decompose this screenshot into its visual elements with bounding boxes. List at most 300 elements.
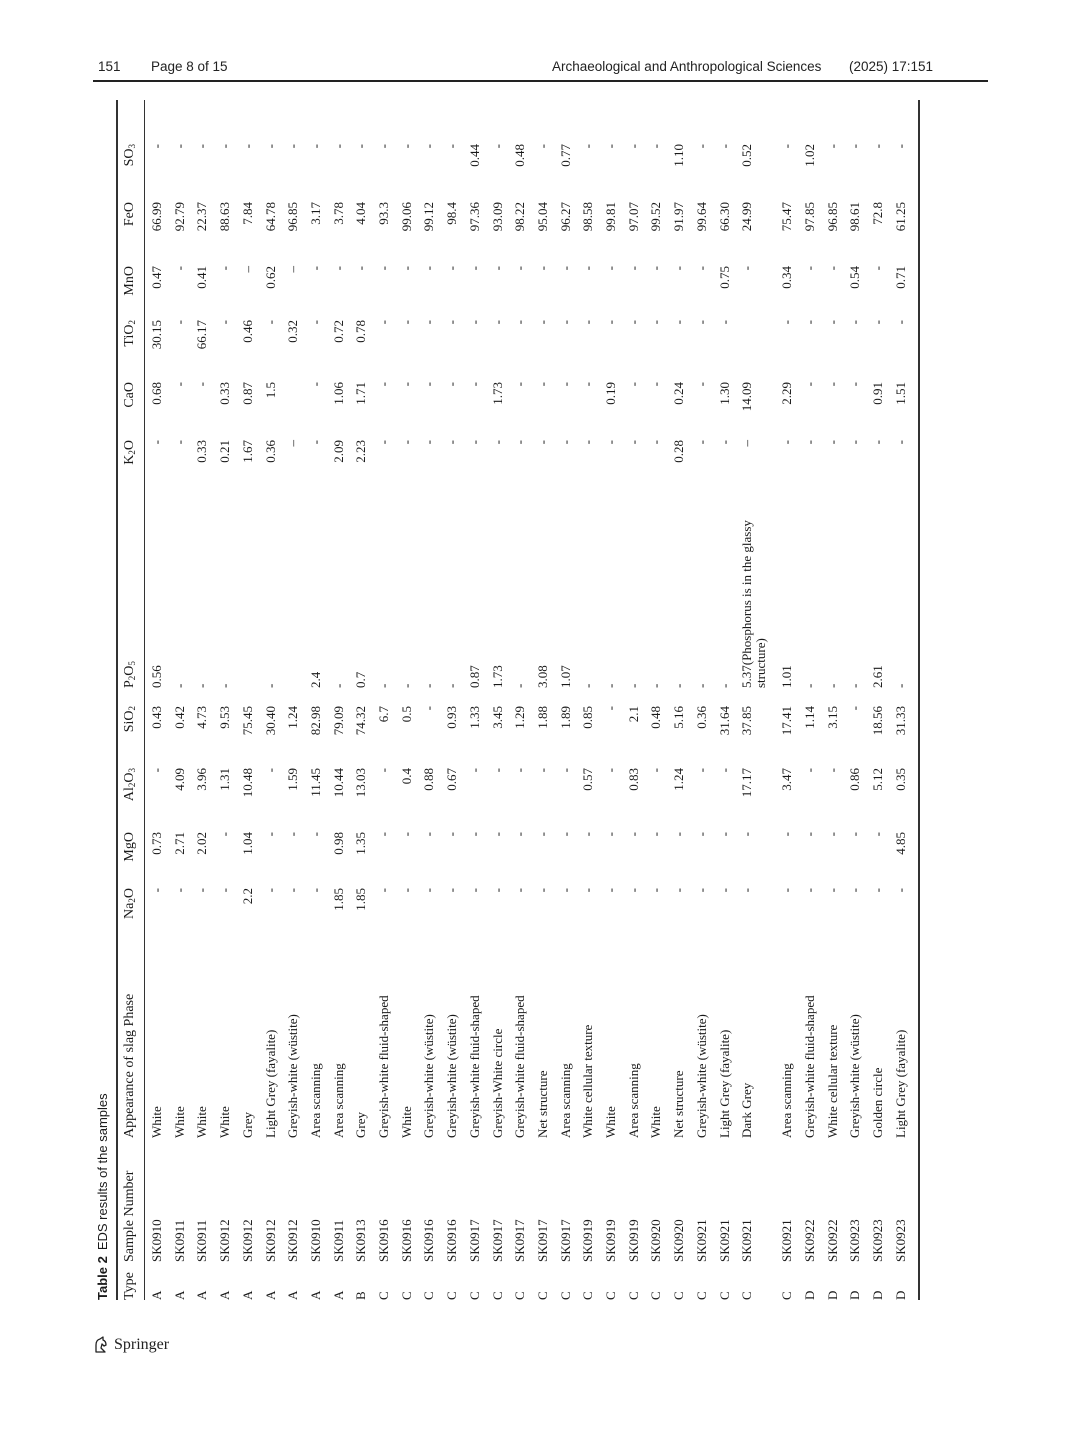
cell-sample: SK0917 bbox=[557, 1219, 573, 1262]
cell-type: A bbox=[330, 1290, 346, 1300]
cell-sample: SK0917 bbox=[534, 1219, 550, 1262]
header-feo: FeO bbox=[122, 202, 137, 227]
cell-sio2: 31.33 bbox=[892, 706, 908, 736]
cell-cao: - bbox=[421, 382, 437, 387]
cell-tio2: - bbox=[779, 320, 795, 325]
cell-mno: 0.75 bbox=[716, 266, 732, 289]
cell-sio2: 0.43 bbox=[149, 706, 164, 729]
cell-sample: SK0919 bbox=[580, 1219, 596, 1262]
cell-so3: - bbox=[194, 144, 210, 149]
cell-mno: 0.41 bbox=[194, 266, 210, 289]
cell-tio2: - bbox=[466, 320, 482, 325]
cell-so3: - bbox=[353, 144, 369, 149]
cell-cao: - bbox=[580, 382, 596, 387]
cell-sample: SK0911 bbox=[194, 1219, 210, 1262]
table-label: Table 2 bbox=[95, 1256, 110, 1300]
cell-p2o5: 3.08 bbox=[534, 665, 550, 688]
cell-cao: - bbox=[307, 382, 323, 387]
cell-k2o: - bbox=[307, 440, 323, 445]
cell-so3: 0.77 bbox=[557, 144, 573, 167]
cell-type: C bbox=[625, 1291, 641, 1300]
cell-tio2: - bbox=[557, 320, 573, 325]
cell-tio2: - bbox=[892, 320, 908, 325]
cell-type: C bbox=[534, 1291, 550, 1300]
cell-mgo: - bbox=[557, 832, 573, 837]
cell-k2o: 2.23 bbox=[353, 440, 369, 463]
cell-phase: White cellular texture bbox=[824, 1024, 840, 1138]
cell-k2o: 0.36 bbox=[262, 440, 278, 463]
cell-al2o3: - bbox=[149, 768, 164, 773]
cell-sio2: 1.33 bbox=[466, 706, 482, 729]
cell-p2o5: - bbox=[444, 683, 460, 688]
cell-k2o: - bbox=[489, 440, 505, 445]
cell-so3: - bbox=[693, 144, 709, 149]
cell-mno: - bbox=[648, 266, 664, 271]
cell-na2o: - bbox=[870, 888, 885, 893]
cell-phase: Greyish-white fluid-shaped bbox=[801, 995, 817, 1138]
cell-tio2: - bbox=[376, 320, 391, 325]
cell-k2o: - bbox=[398, 440, 414, 445]
cell-sample: SK0912 bbox=[217, 1219, 233, 1262]
page-label: 151 bbox=[98, 59, 121, 74]
header-cao: CaO bbox=[122, 382, 137, 408]
cell-cao: - bbox=[625, 382, 641, 387]
cell-na2o: - bbox=[534, 888, 550, 893]
cell-p2o5: - bbox=[421, 683, 437, 688]
cell-al2o3: 1.59 bbox=[285, 768, 301, 791]
cell-na2o: - bbox=[801, 888, 817, 893]
cell-na2o: - bbox=[307, 888, 323, 893]
cell-k2o: 0.33 bbox=[194, 440, 210, 463]
cell-cao: 1.06 bbox=[330, 382, 346, 405]
cell-sample: SK0911 bbox=[330, 1219, 346, 1262]
cell-k2o: - bbox=[171, 440, 187, 445]
cell-sio2: 37.85 bbox=[739, 706, 755, 736]
cell-sio2: 6.7 bbox=[376, 706, 391, 723]
cell-p2o5: - bbox=[398, 683, 414, 688]
cell-so3: - bbox=[648, 144, 664, 149]
cell-na2o: - bbox=[847, 888, 863, 893]
cell-p2o5: 2.4 bbox=[307, 671, 323, 688]
cell-type: A bbox=[285, 1290, 301, 1300]
cell-sample: SK0917 bbox=[466, 1219, 482, 1262]
cell-sample: SK0912 bbox=[285, 1219, 301, 1262]
citation: (2025) 17:151 bbox=[849, 59, 934, 74]
cell-type: C bbox=[444, 1291, 460, 1300]
cell-k2o: - bbox=[716, 440, 732, 445]
cell-na2o: - bbox=[512, 888, 528, 893]
cell-tio2: - bbox=[398, 320, 414, 325]
cell-al2o3: 3.47 bbox=[779, 768, 795, 791]
cell-mgo: 0.98 bbox=[330, 832, 346, 855]
cell-p2o5: - bbox=[625, 683, 641, 688]
cell-sio2: 82.98 bbox=[307, 706, 323, 736]
cell-al2o3: - bbox=[557, 768, 573, 773]
cell-k2o: - bbox=[870, 440, 885, 445]
cell-sio2: 0.36 bbox=[693, 706, 709, 729]
cell-p2o5: - bbox=[376, 683, 391, 688]
cell-sio2: 3.45 bbox=[489, 706, 505, 729]
cell-sample: SK0919 bbox=[625, 1219, 641, 1262]
cell-al2o3: 0.86 bbox=[847, 768, 863, 791]
cell-phase: Greyish-white (wüstite) bbox=[693, 1014, 709, 1138]
cell-na2o: - bbox=[580, 888, 596, 893]
cell-feo: 96.27 bbox=[557, 202, 573, 232]
cell-tio2: - bbox=[824, 320, 840, 325]
cell-cao: - bbox=[847, 382, 863, 387]
cell-al2o3: - bbox=[693, 768, 709, 773]
cell-al2o3: - bbox=[648, 768, 664, 773]
cell-mno: - bbox=[444, 266, 460, 271]
cell-mgo: - bbox=[376, 832, 391, 837]
cell-feo: 91.97 bbox=[671, 202, 687, 232]
cell-phase: Area scanning bbox=[557, 1063, 573, 1138]
cell-cao: 0.87 bbox=[239, 382, 255, 405]
cell-feo: 97.85 bbox=[801, 202, 817, 232]
cell-cao: 14.09 bbox=[739, 382, 755, 412]
header-na2o: $Na_2O$ bbox=[122, 888, 137, 919]
cell-feo: 24.99 bbox=[739, 202, 755, 232]
header-sio2: SiO$_2$ bbox=[122, 706, 137, 733]
cell-mno: - bbox=[171, 266, 187, 271]
cell-mno: - bbox=[489, 266, 505, 271]
cell-mgo: - bbox=[466, 832, 482, 837]
cell-k2o: – bbox=[285, 440, 301, 447]
cell-so3: - bbox=[217, 144, 233, 149]
cell-tio2: - bbox=[847, 320, 863, 325]
cell-so3: - bbox=[847, 144, 863, 149]
cell-mgo: - bbox=[671, 832, 687, 837]
cell-na2o: - bbox=[466, 888, 482, 893]
cell-sio2: 74.32 bbox=[353, 706, 369, 736]
cell-sample: SK0920 bbox=[648, 1219, 664, 1262]
cell-k2o: – bbox=[739, 440, 755, 447]
cell-mgo: - bbox=[217, 832, 233, 837]
cell-sample: SK0921 bbox=[779, 1219, 795, 1262]
cell-k2o: - bbox=[534, 440, 550, 445]
header-type: Type bbox=[122, 1272, 137, 1300]
header-p2o5: $P_2O_5$ bbox=[122, 661, 137, 688]
cell-mgo: - bbox=[512, 832, 528, 837]
cell-type: C bbox=[466, 1291, 482, 1300]
cell-mgo: - bbox=[779, 832, 795, 837]
cell-tio2: - bbox=[870, 320, 885, 325]
cell-na2o: - bbox=[625, 888, 641, 893]
cell-al2o3: 0.4 bbox=[398, 768, 414, 785]
cell-p2o5: - bbox=[580, 683, 596, 688]
cell-p2o5: - bbox=[603, 683, 618, 688]
cell-k2o: 0.28 bbox=[671, 440, 687, 463]
cell-na2o: - bbox=[603, 888, 618, 893]
cell-sample: SK0919 bbox=[603, 1219, 618, 1262]
cell-type: D bbox=[801, 1290, 817, 1300]
cell-na2o: - bbox=[824, 888, 840, 893]
cell-mno: - bbox=[557, 266, 573, 271]
cell-sio2: 3.15 bbox=[824, 706, 840, 729]
cell-al2o3: - bbox=[716, 768, 732, 773]
table-bottom-rule bbox=[918, 100, 920, 1300]
header-tio2: TiO$_2$ bbox=[122, 320, 137, 347]
cell-feo: 64.78 bbox=[262, 202, 278, 232]
cell-sample: SK0916 bbox=[444, 1219, 460, 1262]
cell-al2o3: 0.35 bbox=[892, 768, 908, 791]
cell-phase: White bbox=[217, 1106, 233, 1138]
cell-cao: 1.71 bbox=[353, 382, 369, 405]
cell-mno: - bbox=[580, 266, 596, 271]
cell-feo: 3.78 bbox=[330, 202, 346, 225]
cell-mno: - bbox=[353, 266, 369, 271]
cell-al2o3: 10.44 bbox=[330, 768, 346, 798]
cell-phase: White bbox=[171, 1106, 187, 1138]
cell-al2o3: - bbox=[603, 768, 618, 773]
cell-k2o: - bbox=[580, 440, 596, 445]
cell-tio2: - bbox=[801, 320, 817, 325]
cell-type: D bbox=[824, 1290, 840, 1300]
cell-type: B bbox=[353, 1291, 369, 1300]
cell-so3: 0.52 bbox=[739, 144, 755, 167]
cell-phase: Area scanning bbox=[625, 1063, 641, 1138]
cell-mno: - bbox=[739, 266, 755, 271]
cell-feo: 98.4 bbox=[444, 202, 460, 225]
cell-type: C bbox=[421, 1291, 437, 1300]
cell-na2o: 1.85 bbox=[330, 888, 346, 911]
cell-k2o: - bbox=[466, 440, 482, 445]
cell-mno: - bbox=[824, 266, 840, 271]
cell-mno: 0.62 bbox=[262, 266, 278, 289]
cell-al2o3: - bbox=[512, 768, 528, 773]
publisher-name: Springer bbox=[114, 1336, 170, 1353]
cell-phase: Greyish-white (wüstite) bbox=[847, 1014, 863, 1138]
cell-tio2: - bbox=[421, 320, 437, 325]
cell-mno: 0.54 bbox=[847, 266, 863, 289]
cell-al2o3: - bbox=[466, 768, 482, 773]
cell-so3: - bbox=[824, 144, 840, 149]
cell-feo: 66.99 bbox=[149, 202, 164, 232]
cell-mgo: - bbox=[603, 832, 618, 837]
cell-k2o: - bbox=[693, 440, 709, 445]
journal-name: Archaeological and Anthropological Sciences bbox=[552, 59, 822, 74]
cell-mno: - bbox=[217, 266, 233, 271]
cell-k2o: 2.09 bbox=[330, 440, 346, 463]
cell-type: C bbox=[671, 1291, 687, 1300]
cell-mgo: 1.35 bbox=[353, 832, 369, 855]
cell-so3: - bbox=[330, 144, 346, 149]
cell-so3: - bbox=[376, 144, 391, 149]
cell-sio2: 0.5 bbox=[398, 706, 414, 723]
cell-k2o: 1.67 bbox=[239, 440, 255, 463]
cell-tio2: 0.72 bbox=[330, 320, 346, 343]
cell-phase: White bbox=[603, 1106, 618, 1138]
cell-type: A bbox=[149, 1290, 164, 1300]
cell-feo: 88.63 bbox=[217, 202, 233, 232]
cell-sample: SK0910 bbox=[149, 1219, 164, 1262]
cell-phase: Light Grey (fayalite) bbox=[262, 1029, 278, 1138]
cell-p2o5: - bbox=[171, 683, 187, 688]
cell-feo: 75.47 bbox=[779, 202, 795, 232]
cell-tio2: - bbox=[716, 320, 732, 325]
cell-k2o: 0.21 bbox=[217, 440, 233, 463]
cell-sample: SK0916 bbox=[421, 1219, 437, 1262]
cell-so3: - bbox=[625, 144, 641, 149]
cell-feo: 22.37 bbox=[194, 202, 210, 232]
cell-feo: 96.85 bbox=[285, 202, 301, 232]
cell-tio2: - bbox=[489, 320, 505, 325]
cell-phase: White cellular texture bbox=[580, 1024, 596, 1138]
cell-so3: - bbox=[262, 144, 278, 149]
cell-so3: - bbox=[534, 144, 550, 149]
cell-p2o5: - bbox=[801, 683, 817, 688]
cell-sio2: 75.45 bbox=[239, 706, 255, 736]
cell-sample: SK0917 bbox=[512, 1219, 528, 1262]
cell-mgo: - bbox=[489, 832, 505, 837]
cell-type: C bbox=[693, 1291, 709, 1300]
cell-p2o5: - bbox=[671, 683, 687, 688]
cell-so3: - bbox=[892, 144, 908, 149]
header-mgo: MgO bbox=[122, 832, 137, 862]
cell-k2o: - bbox=[603, 440, 618, 445]
header-sample-number: Sample Number bbox=[122, 1170, 137, 1262]
cell-feo: 3.17 bbox=[307, 202, 323, 225]
cell-tio2: - bbox=[648, 320, 664, 325]
cell-so3: - bbox=[603, 144, 618, 149]
cell-phase: White bbox=[149, 1106, 164, 1138]
cell-feo: 98.61 bbox=[847, 202, 863, 232]
cell-tio2: - bbox=[444, 320, 460, 325]
cell-phase: Greyish-white (wüstite) bbox=[285, 1014, 301, 1138]
cell-cao: 1.5 bbox=[262, 382, 278, 399]
cell-cao: 0.91 bbox=[870, 382, 885, 405]
cell-na2o: - bbox=[892, 888, 908, 893]
cell-cao: 1.73 bbox=[489, 382, 505, 405]
cell-sio2: - bbox=[603, 706, 618, 711]
cell-al2o3: 17.17 bbox=[739, 768, 755, 798]
cell-sio2: 1.89 bbox=[557, 706, 573, 729]
cell-cao: 0.33 bbox=[217, 382, 233, 405]
cell-k2o: - bbox=[824, 440, 840, 445]
cell-mgo: - bbox=[262, 832, 278, 837]
cell-phase: Light Grey (fayalite) bbox=[892, 1029, 908, 1138]
cell-type: C bbox=[779, 1291, 795, 1300]
cell-p2o5: - bbox=[648, 683, 664, 688]
cell-mgo: - bbox=[648, 832, 664, 837]
cell-phase: White bbox=[648, 1106, 664, 1138]
cell-tio2: 0.32 bbox=[285, 320, 301, 343]
cell-feo: 99.52 bbox=[648, 202, 664, 232]
header-mno: MnO bbox=[122, 266, 137, 296]
cell-tio2: - bbox=[693, 320, 709, 325]
cell-mno: - bbox=[603, 266, 618, 271]
cell-k2o: - bbox=[557, 440, 573, 445]
cell-so3: 1.02 bbox=[801, 144, 817, 167]
cell-phase: Net structure bbox=[671, 1070, 687, 1138]
cell-sio2: 9.53 bbox=[217, 706, 233, 729]
cell-tio2: - bbox=[625, 320, 641, 325]
cell-tio2: - bbox=[217, 320, 233, 325]
cell-tio2: 0.46 bbox=[239, 320, 255, 343]
cell-na2o: - bbox=[693, 888, 709, 893]
cell-cao: - bbox=[194, 382, 210, 387]
cell-type: C bbox=[716, 1291, 732, 1300]
cell-type: C bbox=[739, 1291, 755, 1300]
cell-tio2: - bbox=[262, 320, 278, 325]
cell-mno: - bbox=[307, 266, 323, 271]
cell-p2o5: 0.87 bbox=[466, 665, 482, 688]
cell-na2o: - bbox=[421, 888, 437, 893]
cell-sio2: 5.16 bbox=[671, 706, 687, 729]
cell-na2o: - bbox=[217, 888, 233, 893]
cell-na2o: - bbox=[171, 888, 187, 893]
cell-feo: 96.85 bbox=[824, 202, 840, 232]
cell-sample: SK0921 bbox=[693, 1219, 709, 1262]
cell-k2o: - bbox=[801, 440, 817, 445]
cell-mno: – bbox=[285, 266, 301, 273]
cell-al2o3: 0.88 bbox=[421, 768, 437, 791]
header-al2o3: $Al_2O_3$ bbox=[122, 768, 137, 802]
cell-tio2: - bbox=[603, 320, 618, 325]
cell-feo: 4.04 bbox=[353, 202, 369, 225]
cell-type: C bbox=[557, 1291, 573, 1300]
cell-al2o3: 0.67 bbox=[444, 768, 460, 791]
cell-tio2: 66.17 bbox=[194, 320, 210, 350]
cell-al2o3: 13.03 bbox=[353, 768, 369, 798]
table-header-rule bbox=[144, 100, 145, 1300]
cell-type: C bbox=[512, 1291, 528, 1300]
cell-cao: - bbox=[801, 382, 817, 387]
cell-cao: - bbox=[824, 382, 840, 387]
cell-mgo: 1.04 bbox=[239, 832, 255, 855]
cell-sio2: 17.41 bbox=[779, 706, 795, 736]
cell-cao: - bbox=[557, 382, 573, 387]
cell-na2o: - bbox=[489, 888, 505, 893]
cell-tio2: - bbox=[671, 320, 687, 325]
cell-mgo: - bbox=[847, 832, 863, 837]
cell-mgo: 2.02 bbox=[194, 832, 210, 855]
cell-na2o: - bbox=[398, 888, 414, 893]
cell-cao: 2.29 bbox=[779, 382, 795, 405]
cell-mno: - bbox=[870, 266, 885, 271]
cell-sio2: 0.93 bbox=[444, 706, 460, 729]
cell-al2o3: 0.83 bbox=[625, 768, 641, 791]
cell-mno: 0.71 bbox=[892, 266, 908, 289]
cell-mno: - bbox=[512, 266, 528, 271]
cell-cao: - bbox=[534, 382, 550, 387]
cell-so3: 0.44 bbox=[466, 144, 482, 167]
cell-na2o: 2.2 bbox=[239, 888, 255, 905]
cell-mgo: - bbox=[285, 832, 301, 837]
cell-sample: SK0923 bbox=[847, 1219, 863, 1262]
cell-p2o5: - bbox=[262, 683, 278, 688]
cell-mgo: 4.85 bbox=[892, 832, 908, 855]
cell-k2o: - bbox=[421, 440, 437, 445]
cell-sample: SK0917 bbox=[489, 1219, 505, 1262]
cell-al2o3: 4.09 bbox=[171, 768, 187, 791]
cell-sample: SK0921 bbox=[739, 1219, 755, 1262]
cell-phase: Greyish-white fluid-shaped bbox=[512, 995, 528, 1138]
header-k2o: $K_2O$ bbox=[122, 440, 137, 465]
cell-k2o: - bbox=[779, 440, 795, 445]
cell-mgo: 0.73 bbox=[149, 832, 164, 855]
cell-so3: - bbox=[779, 144, 795, 149]
cell-mgo: - bbox=[801, 832, 817, 837]
cell-sio2: 0.85 bbox=[580, 706, 596, 729]
cell-type: A bbox=[262, 1290, 278, 1300]
cell-sio2: - bbox=[847, 706, 863, 711]
cell-p2o5: 0.56 bbox=[149, 665, 164, 688]
cell-k2o: - bbox=[149, 440, 164, 445]
cell-feo: 93.09 bbox=[489, 202, 505, 232]
cell-na2o: - bbox=[739, 888, 755, 893]
cell-so3: - bbox=[239, 144, 255, 149]
